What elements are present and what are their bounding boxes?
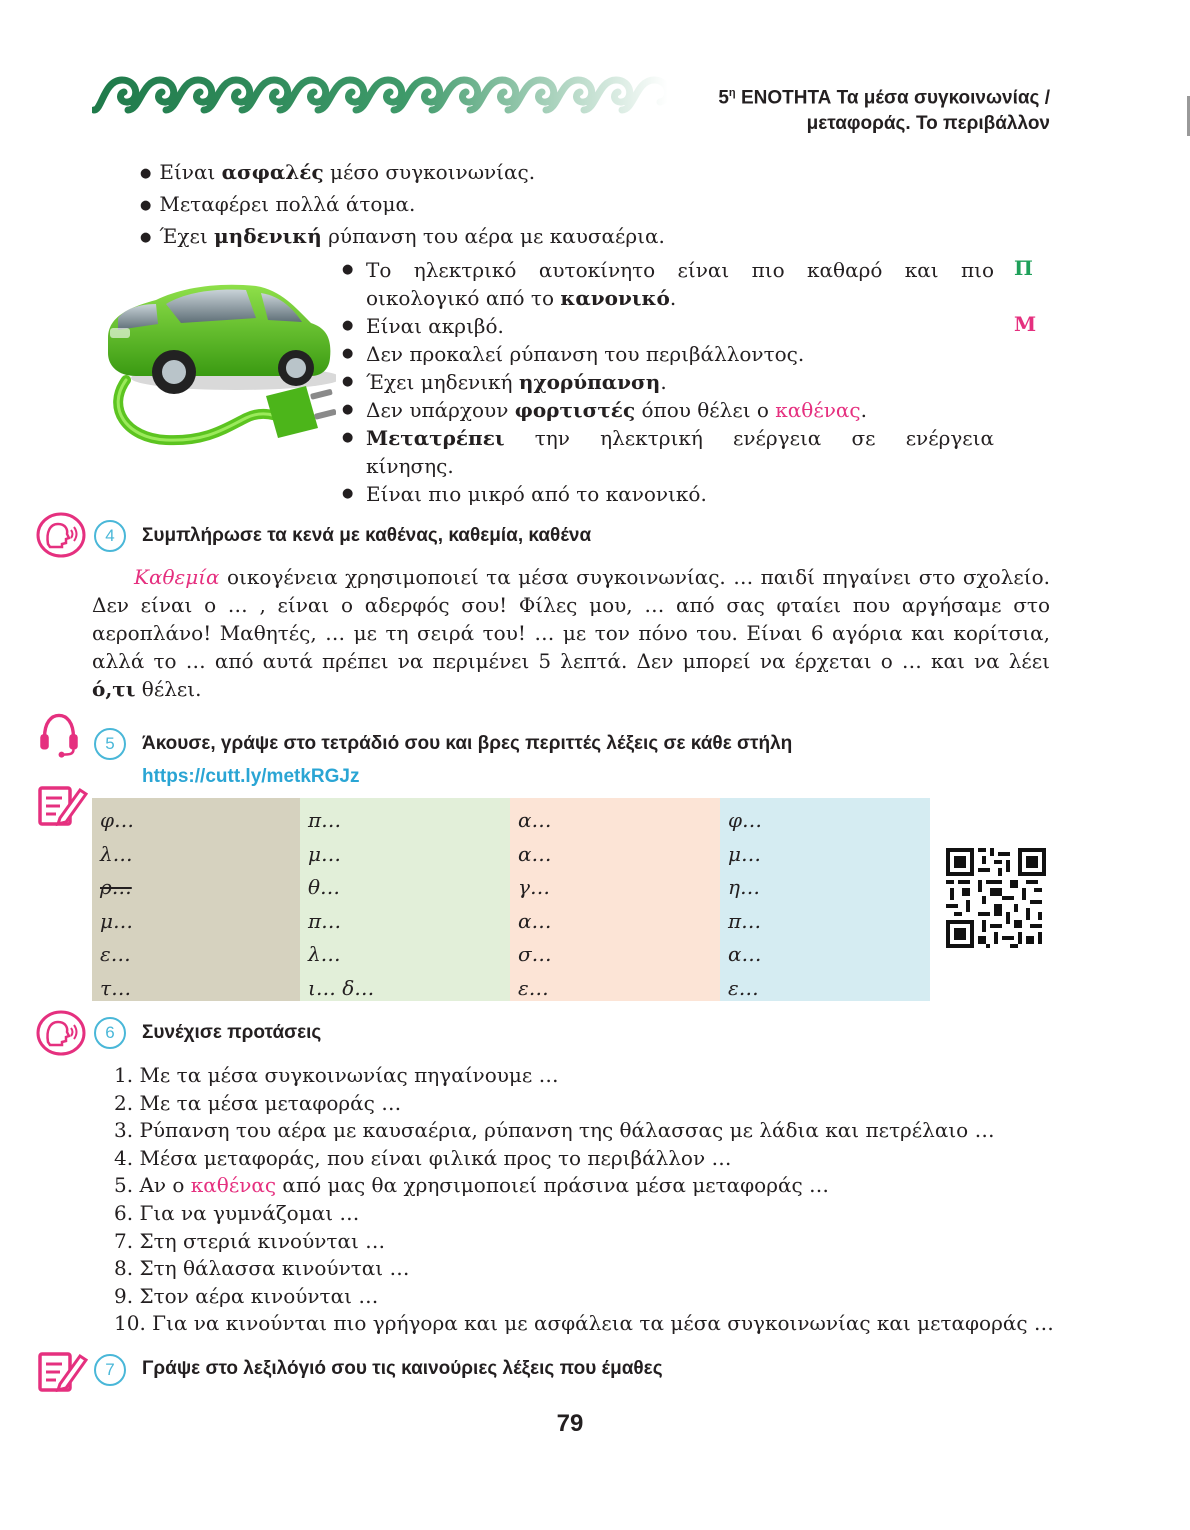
column-2	[300, 798, 510, 1001]
table-cell: α…	[518, 908, 552, 933]
bullet-item: ● Δεν υπάρχουν φορτιστές όπου θέλει ο καθένας.	[342, 396, 994, 424]
exercise-6-title: Συνέχισε προτάσεις	[142, 1022, 322, 1043]
table-cell: λ…	[308, 942, 341, 966]
unit-title-line2: μεταφοράς. Το περιβάλλον	[806, 113, 1050, 135]
table-cell: π…	[308, 808, 342, 832]
exercise-6-number: 6	[94, 1017, 126, 1049]
bullet-item: ● Μεταφέρει πολλά άτομα.	[140, 190, 665, 222]
table-cell: μ…	[100, 908, 133, 933]
list-item: 9. Στον αέρα κινούνται …	[114, 1283, 379, 1308]
unit-number-sup: η	[728, 87, 736, 99]
bullet-item: ● Έχει μηδενική ηχορύπανση.	[342, 368, 994, 396]
table-cell: φ…	[100, 808, 135, 832]
table-cell: α…	[518, 808, 552, 832]
table-cell: ε…	[518, 975, 549, 1000]
list-item: 8. Στη θάλασσα κινούνται …	[114, 1256, 410, 1281]
electric-car-image	[96, 268, 336, 478]
list-item: 6. Για να γυμνάζομαι …	[114, 1200, 360, 1225]
sentence-list	[114, 1062, 1054, 1338]
bullet-item: ● Είναι ακριβό.	[342, 312, 994, 340]
list-item: 7. Στη στεριά κινούνται …	[114, 1228, 386, 1253]
audio-link[interactable]: https://cutt.ly/metkRGJz	[142, 766, 360, 787]
unit-number: 5	[718, 87, 729, 109]
list-item: 2. Με τα μέσα μεταφοράς …	[114, 1090, 402, 1115]
table-cell: τ…	[100, 975, 132, 1000]
table-cell: μ…	[728, 841, 761, 866]
marker-negative: Μ	[1014, 312, 1037, 336]
table-cell: π…	[728, 908, 762, 933]
page-number: 79	[556, 1410, 584, 1437]
list-item: 10. Για να κινούνται πιο γρήγορα και με ασφάλεια τα μέσα συγκοινωνίας και μεταφοράς …	[114, 1311, 1054, 1336]
speaking-icon	[36, 512, 86, 558]
marker-positive: Π	[1014, 256, 1033, 280]
qr-code[interactable]	[945, 848, 1047, 948]
speaking-icon	[36, 1010, 86, 1056]
table-cell: ε…	[100, 942, 131, 966]
exercise-7-number: 7	[94, 1354, 126, 1386]
exercise-4-text: Καθεμία οικογένεια χρησιμοποιεί τα μέσα συγκοινωνίας. … παιδί πηγαίνει στο σχολείο. Δεν είναι ο … , είναι ο αδερφός σου! Φίλες μου, … από σας φταίει που αργήσαμε στο αεροπλάνο! Μαθητές, … με τη σειρά του! … με τον πόνο του. Είναι 6 αγόρια και κορίτσια, αλλά το … από αυτά πρέπει να περιμένει 5 λεπτά. Δεν μπορεί να έρχεται ο … και να λέει ό,τι θέλει.	[92, 565, 1050, 701]
writing-icon	[36, 1346, 88, 1394]
bullet-item: ● Είναι ασφαλές μέσο συγκοινωνίας.	[140, 158, 665, 190]
list-item: 5. Αν ο καθένας από μας θα χρησιμοποιεί πράσινα μέσα μεταφοράς …	[114, 1173, 830, 1198]
table-cell: σ…	[518, 942, 552, 966]
list-item: 4. Μέσα μεταφοράς, που είναι φιλικά προς το περιβάλλον …	[114, 1145, 732, 1170]
table-cell: ι… δ…	[308, 975, 375, 1000]
bullet-item: ● Μετατρέπει την ηλεκτρική ενέργεια σε ενέργεια κίνησης.	[342, 424, 994, 480]
word-columns-table	[92, 798, 930, 1001]
table-cell: φ…	[728, 808, 763, 832]
table-cell: θ…	[308, 875, 341, 899]
unit-title-line1: ΕΝΟΤΗΤΑ Τα μέσα συγκοινωνίας /	[740, 87, 1050, 109]
meander-decoration	[92, 70, 672, 118]
exercise-4-title: Συμπλήρωσε τα κενά με καθένας, καθεμία, καθένα	[142, 525, 592, 546]
headphones-icon	[34, 712, 84, 758]
list-item: 1. Με τα μέσα συγκοινωνίας πηγαίνουμε …	[114, 1063, 559, 1087]
bullet-item: ● Είναι πιο μικρό από το κανονικό.	[342, 480, 994, 508]
exercise-7-title: Γράψε στο λεξιλόγιό σου τις καινούριες λέξεις που έμαθες	[142, 1358, 663, 1379]
column-3	[510, 798, 720, 1001]
exercise-4-number: 4	[94, 520, 126, 552]
table-cell: ε…	[728, 975, 759, 1000]
unit-header	[718, 80, 1050, 137]
exercise-5-number: 5	[94, 728, 126, 760]
table-cell: α…	[728, 942, 762, 966]
safety-bullet-list	[140, 158, 665, 254]
example-word: Καθεμία	[134, 565, 220, 589]
bullet-item: ● Δεν προκαλεί ρύπανση του περιβάλλοντος.	[342, 340, 994, 368]
table-cell: μ…	[308, 841, 341, 866]
table-cell: γ…	[518, 875, 550, 899]
writing-icon	[36, 780, 88, 828]
table-cell: α…	[518, 841, 552, 866]
table-cell: π…	[308, 908, 342, 933]
crossed-out-cell: ρ…	[100, 875, 132, 899]
pink-word: καθένας	[775, 398, 861, 422]
bullet-item: ● Το ηλεκτρικό αυτοκίνητο είναι πιο καθαρό και πιο οικολογικό από το κανονικό.	[342, 256, 994, 312]
electric-car-bullet-list	[342, 256, 994, 508]
table-cell: η…	[728, 875, 760, 899]
list-item: 3. Ρύπανση του αέρα με καυσαέρια, ρύπανση της θάλασσας με λάδια και πετρέλαιο …	[114, 1118, 995, 1143]
exercise-5-title: Άκουσε, γράψε στο τετράδιό σου και βρες περιττές λέξεις σε κάθε στήλη	[142, 733, 793, 754]
table-cell: λ…	[100, 841, 133, 866]
column-1	[92, 798, 300, 1001]
bullet-item: ● Έχει μηδενική ρύπανση του αέρα με καυσαέρια.	[140, 222, 665, 254]
column-4	[720, 798, 930, 1001]
pink-word: καθένας	[190, 1173, 277, 1198]
